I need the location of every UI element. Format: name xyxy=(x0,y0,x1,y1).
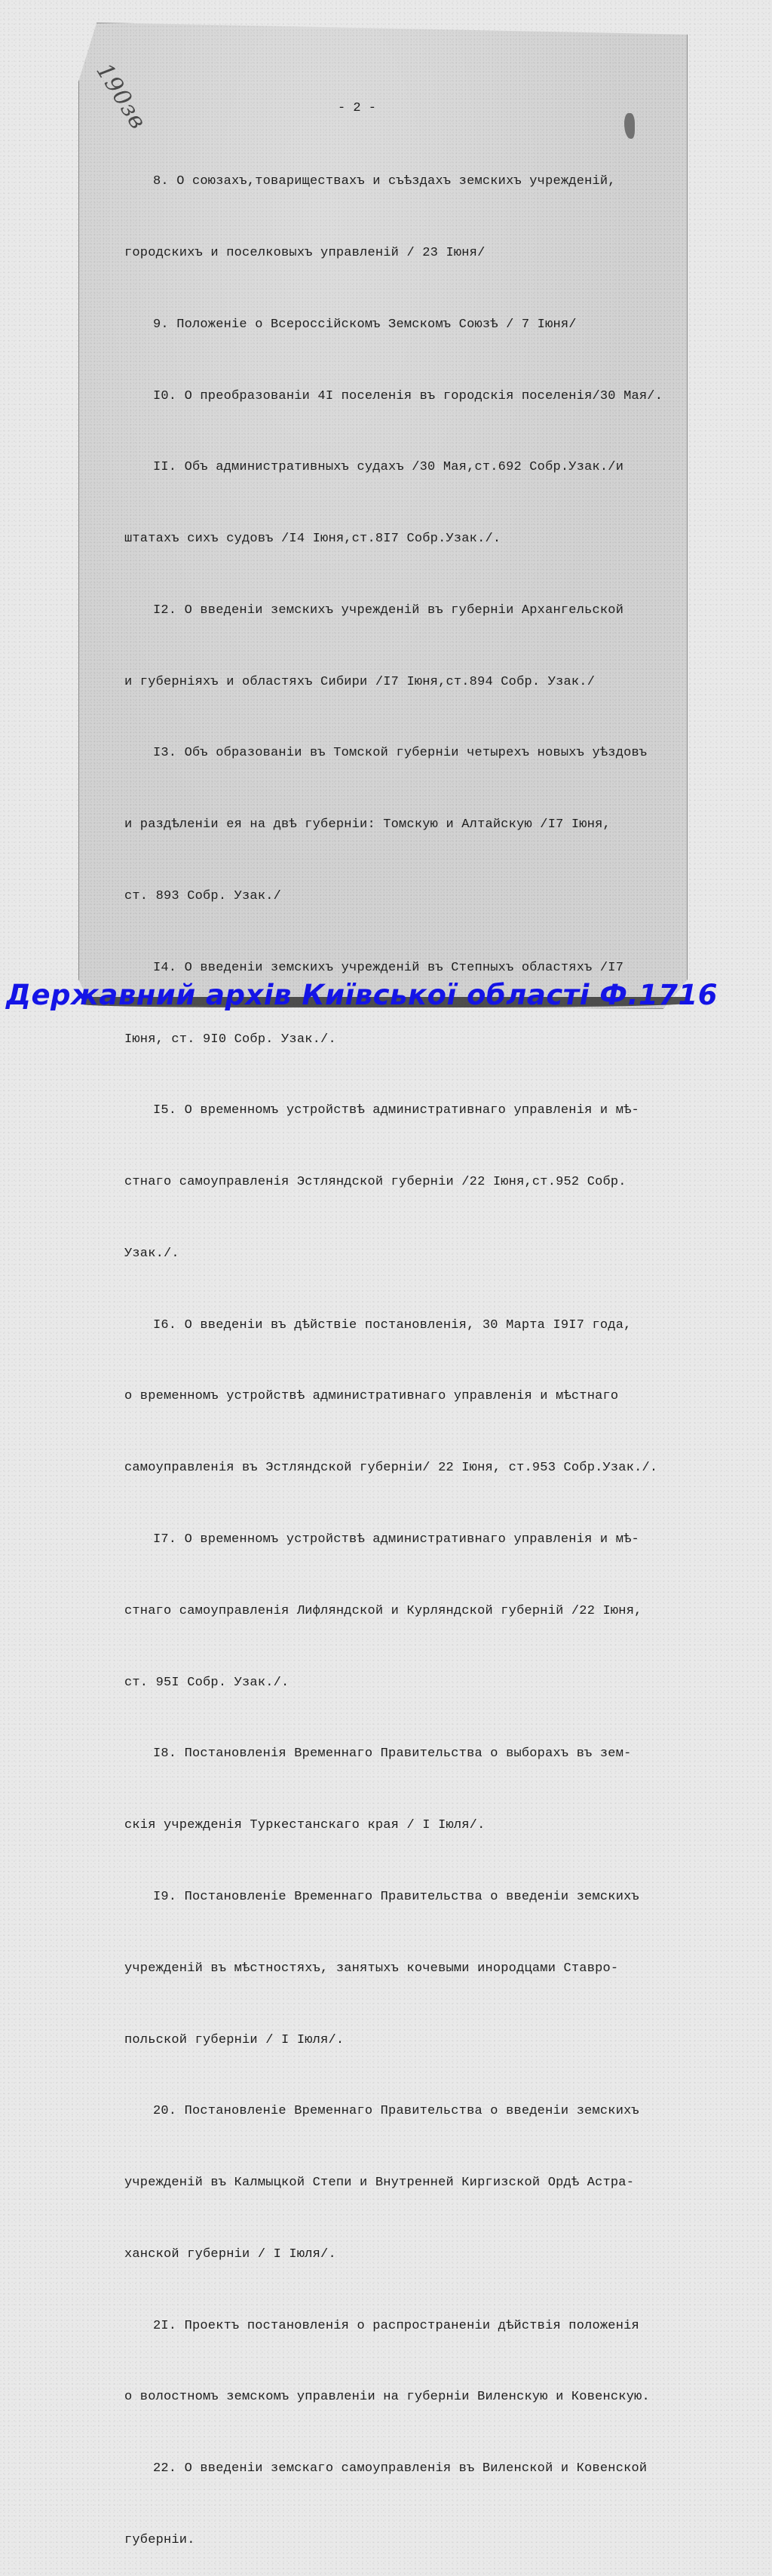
text-line: I4. О введеніи земскихъ учрежденій въ Степныхъ областяхъ /I7 xyxy=(153,960,624,975)
text-line: 9. Положеніе о Всероссійскомъ Земскомъ Союзѣ / 7 Іюня/ xyxy=(153,317,577,332)
text-line: самоуправленія въ Эстляндской губерніи/ 22 Іюня, ст.953 Собр.Узак./. xyxy=(124,1461,658,1476)
text-line: ханской губерніи / I Іюля/. xyxy=(124,2246,336,2262)
handwritten-number-suffix: зв xyxy=(115,97,152,135)
text-line: штатахъ сихъ судовъ /I4 Іюня,ст.8I7 Собр.Узак./. xyxy=(124,532,501,547)
text-line: Узак./. xyxy=(124,1246,179,1261)
text-line: стнаго самоуправленія Лифляндской и Курляндской губерній /22 Іюня, xyxy=(124,1603,642,1618)
text-line: учрежденій въ Калмыцкой Степи и Внутренней Киргизской Ордѣ Астра- xyxy=(124,2176,635,2191)
text-line: 22. О введеніи земскаго самоуправленія въ Виленской и Ковенской xyxy=(153,2461,648,2476)
text-line: I3. Объ образованіи въ Томской губерніи четырехъ новыхъ уѣздовъ xyxy=(153,746,648,761)
text-line: Іюня, ст. 9I0 Собр. Узак./. xyxy=(124,1032,336,1047)
text-line: и раздѣленіи ея на двѣ губерніи: Томскую и Алтайскую /I7 Іюня, xyxy=(124,817,611,833)
text-line: учрежденій въ мѣстностяхъ, занятыхъ кочевыми инородцами Ставро- xyxy=(124,1961,619,1976)
text-line: I6. О введеніи въ дѣйствіе постановленія, 30 Марта I9I7 года, xyxy=(153,1317,632,1332)
text-line: I9. Постановленіе Временнаго Правительства о введеніи земскихъ xyxy=(153,1889,639,1904)
text-line: о волостномъ земскомъ управленіи на губерніи Виленскую и Ковенскую. xyxy=(124,2390,650,2405)
handwritten-number-digits: 190 xyxy=(90,59,137,112)
text-line: I5. О временномъ устройствѣ административнаго управленія и мѣ- xyxy=(153,1103,639,1118)
text-line: I7. О временномъ устройствѣ административнаго управленія и мѣ- xyxy=(153,1532,639,1547)
text-line: 20. Постановленіе Временнаго Правительства о введеніи земскихъ xyxy=(153,2104,639,2119)
text-line: стнаго самоуправленія Эстляндской губерніи /22 Іюня,ст.952 Собр. xyxy=(124,1175,626,1190)
text-line: польской губерніи / I Іюля/. xyxy=(124,2032,345,2047)
page-number: - 2 - xyxy=(338,101,377,115)
text-line: и губерніяхъ и областяхъ Сибири /I7 Іюня,ст.894 Собр. Узак./ xyxy=(124,674,596,689)
text-line: губерніи. xyxy=(124,2532,195,2547)
text-line: II. Объ административныхъ судахъ /30 Мая,ст.692 Собр.Узак./и xyxy=(153,460,624,475)
text-line: 2I. Проектъ постановленія о распространеніи дѣйствія положенія xyxy=(153,2318,639,2333)
text-line: I0. О преобразованіи 4I поселенія въ городскія поселенія/30 Мая/. xyxy=(153,388,663,403)
text-line: городскихъ и поселковыхъ управленій / 23 Іюня/ xyxy=(124,245,486,260)
text-line: I8. Постановленія Временнаго Правительства о выборахъ въ зем- xyxy=(153,1746,632,1762)
archive-watermark: Державний архів Київської області Ф.1716 xyxy=(6,979,718,1011)
text-line: о временномъ устройствѣ административнаго управленія и мѣстнаго xyxy=(124,1389,619,1404)
text-line: I2. О введеніи земскихъ учрежденій въ губерніи Архангельской xyxy=(153,603,624,618)
text-line: скія учрежденія Туркестанскаго края / I Іюля/. xyxy=(124,1818,486,1833)
text-line: ст. 893 Собр. Узак./ xyxy=(124,889,282,903)
typed-text-body xyxy=(124,122,663,2576)
text-line: 8. О союзахъ,товариществахъ и съѣздахъ земскихъ учрежденій, xyxy=(153,174,616,189)
text-line: ст. 95I Собр. Узак./. xyxy=(124,1675,290,1690)
